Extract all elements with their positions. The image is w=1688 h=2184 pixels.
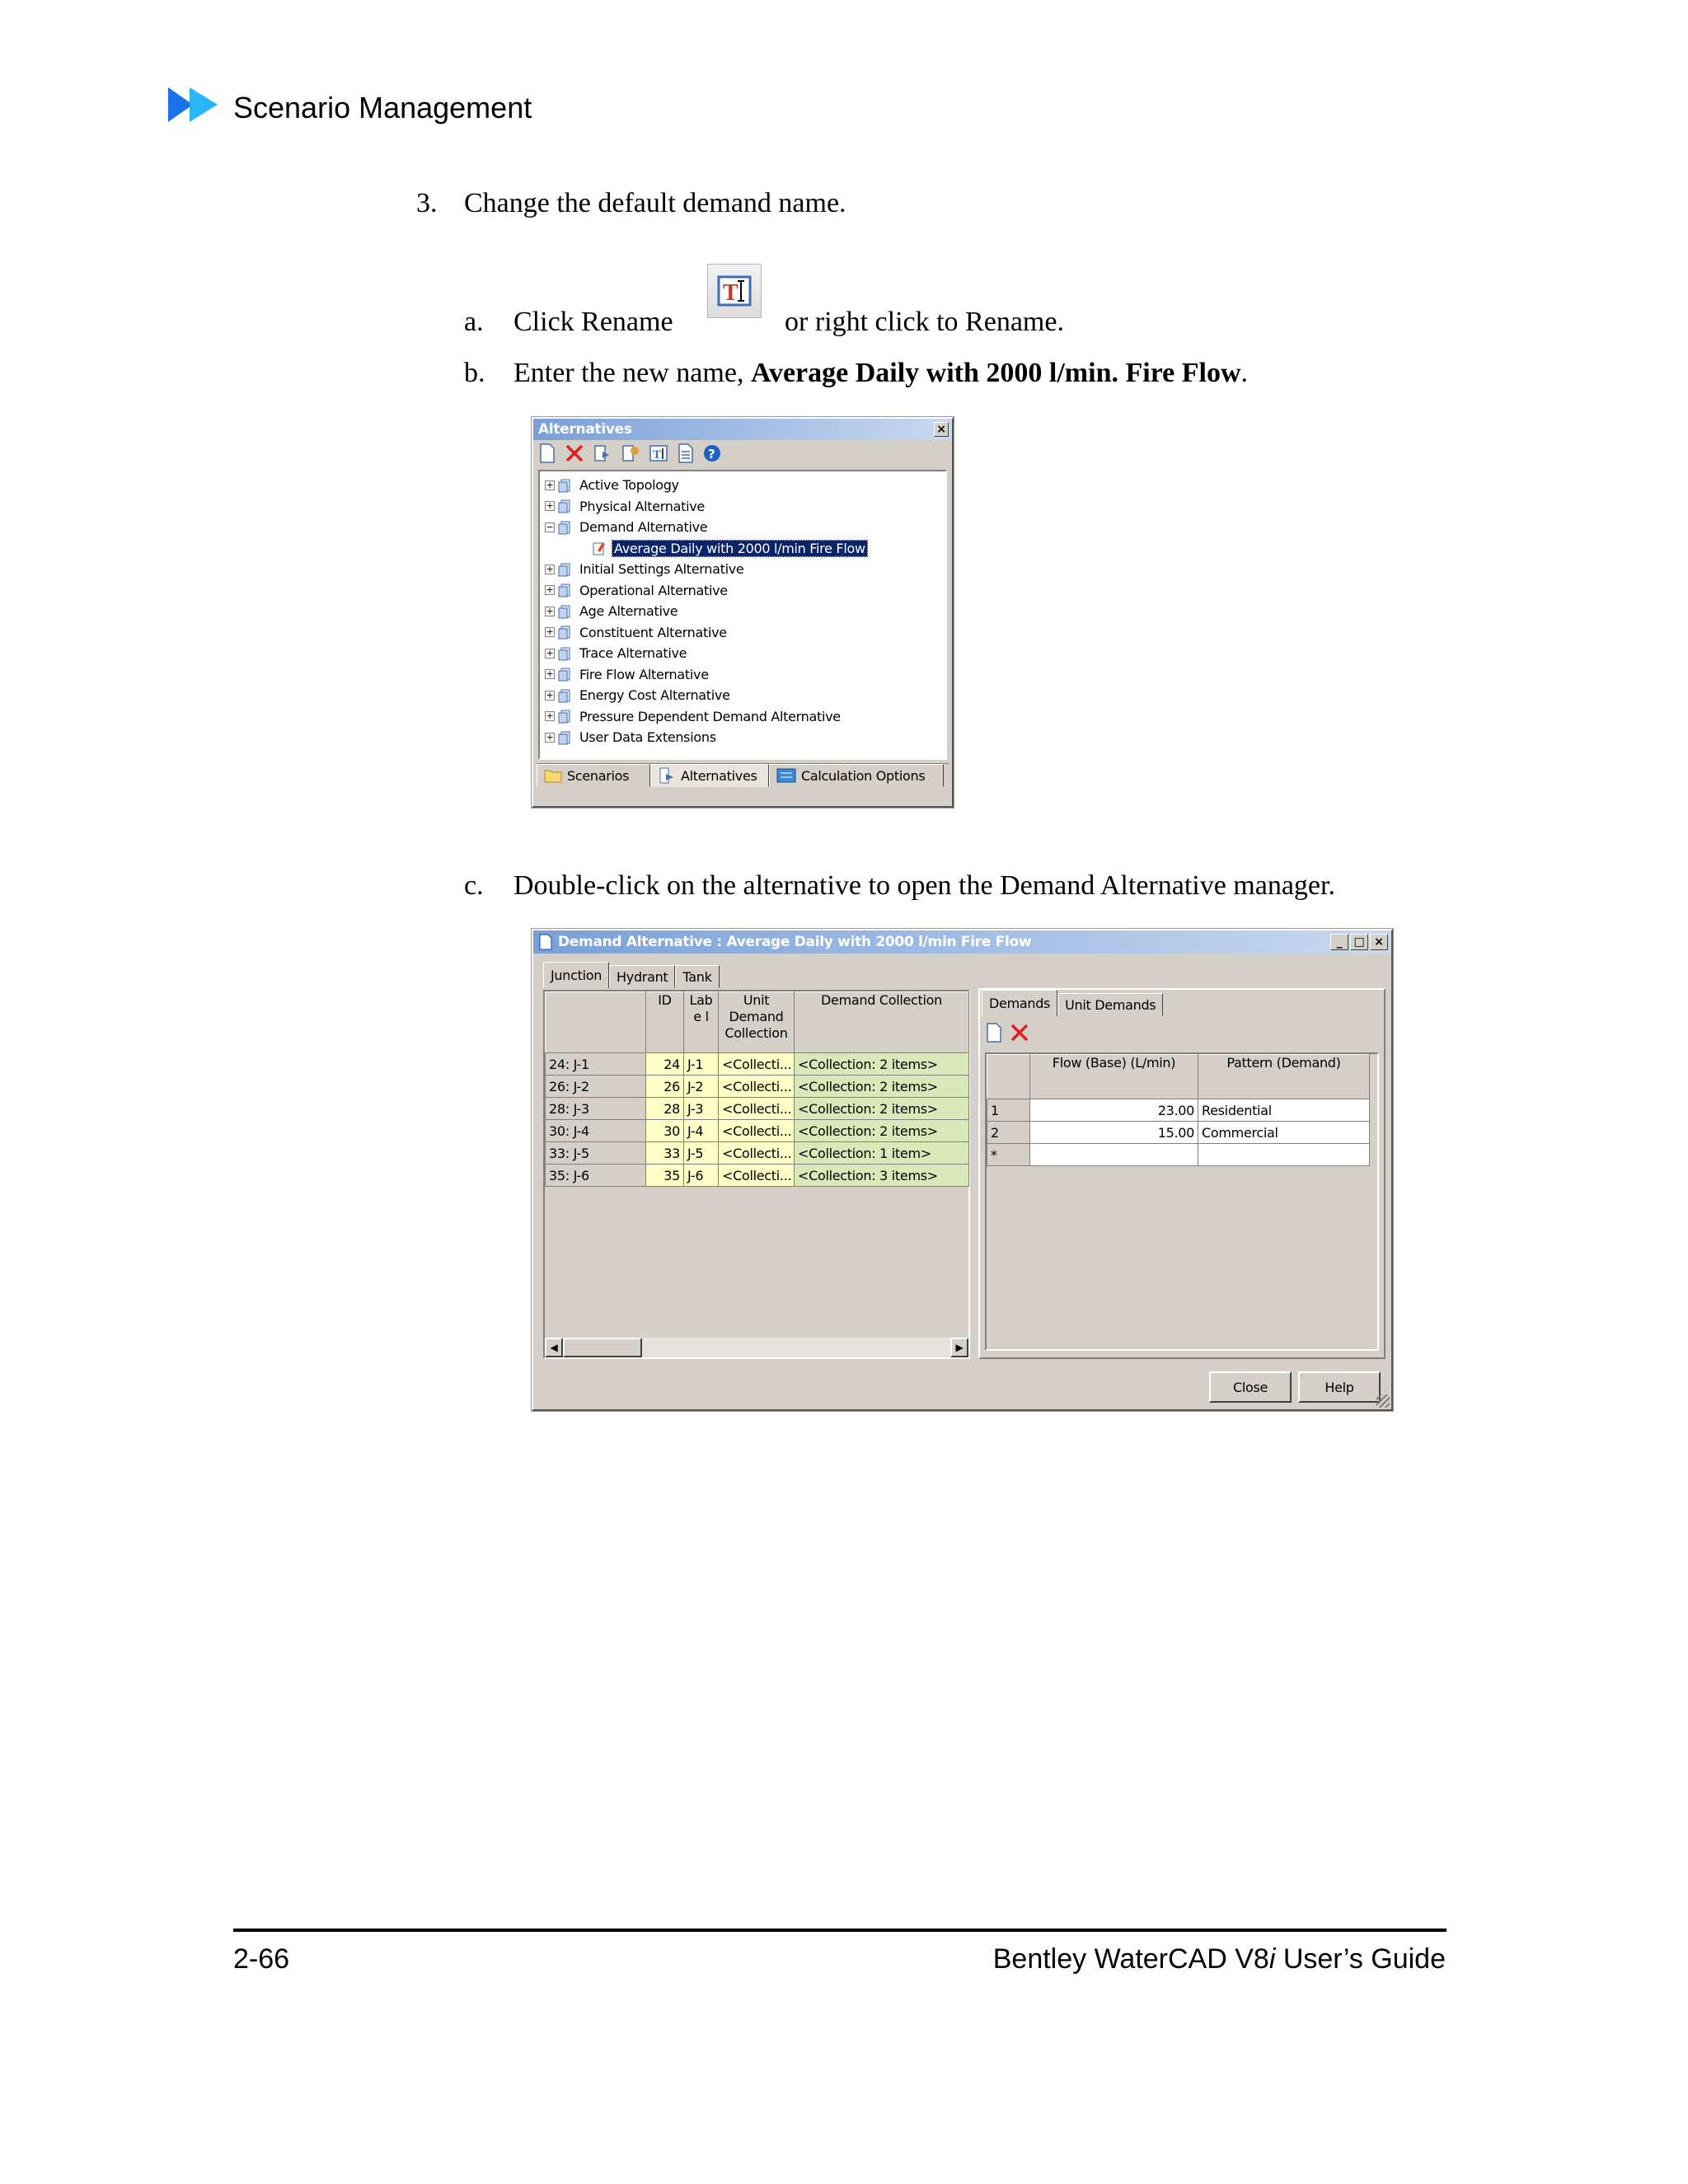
column-header-unit-demand[interactable]: Unit Demand Collection xyxy=(719,992,795,1053)
section-title: Scenario Management xyxy=(233,91,532,124)
table-row[interactable] xyxy=(546,1142,969,1165)
alternative-folder-icon xyxy=(558,499,574,513)
cell-id: 33 xyxy=(646,1142,684,1165)
alternative-folder-icon xyxy=(558,688,574,703)
alternative-folder-icon xyxy=(558,478,574,493)
page-number: 2-66 xyxy=(233,1943,290,1975)
column-header-flow[interactable]: Flow (Base) (L/min) xyxy=(1030,1055,1198,1099)
cell-flow[interactable]: 23.00 xyxy=(1030,1099,1198,1122)
cell-demand-collection[interactable]: <Collection: 1 item> xyxy=(795,1142,969,1165)
column-header-pattern[interactable]: Pattern (Demand) xyxy=(1198,1055,1370,1099)
junction-table xyxy=(545,991,969,1187)
expander-icon[interactable]: − xyxy=(546,521,554,532)
tree-item[interactable] xyxy=(545,727,940,748)
tree-item[interactable] xyxy=(545,517,940,538)
demand-tabs xyxy=(982,991,1384,1016)
row-header[interactable]: 26: J-2 xyxy=(546,1076,646,1098)
junction-panel xyxy=(543,990,970,1359)
row-header[interactable]: 30: J-4 xyxy=(546,1120,646,1142)
table-row[interactable] xyxy=(546,1053,969,1076)
scroll-right-icon[interactable]: ▶ xyxy=(950,1338,968,1357)
svg-text:T: T xyxy=(723,280,738,306)
tree-item-label: Initial Settings Alternative xyxy=(579,561,744,578)
cell-pattern[interactable]: Commercial xyxy=(1198,1122,1370,1144)
logo-icon xyxy=(168,87,219,122)
scroll-left-icon[interactable]: ◀ xyxy=(545,1338,563,1357)
duplicate-icon[interactable] xyxy=(593,443,612,466)
close-icon[interactable]: × xyxy=(934,422,949,437)
cell-label: J-1 xyxy=(684,1053,719,1076)
row-header[interactable]: 33: J-5 xyxy=(546,1142,646,1165)
cell-id: 30 xyxy=(646,1120,684,1142)
merge-icon[interactable] xyxy=(621,443,640,466)
cell-flow[interactable]: 15.00 xyxy=(1030,1122,1198,1144)
column-header-demand-collection[interactable]: Demand Collection xyxy=(795,992,969,1053)
tab-hydrant[interactable]: Hydrant xyxy=(609,965,675,988)
expander-icon[interactable]: + xyxy=(546,563,554,574)
tree-item-label: User Data Extensions xyxy=(579,729,716,746)
table-row[interactable] xyxy=(546,1098,969,1120)
maximize-icon[interactable]: □ xyxy=(1350,934,1368,950)
tree-item[interactable] xyxy=(545,622,940,644)
cell-demand-collection[interactable]: <Collection: 2 items> xyxy=(795,1098,969,1120)
tree-item[interactable] xyxy=(545,559,940,580)
window-title: Alternatives xyxy=(538,421,632,438)
cell-pattern[interactable] xyxy=(1198,1144,1370,1166)
guide-title: Bentley WaterCAD V8i User’s Guide xyxy=(992,1943,1446,1975)
svg-text:T: T xyxy=(653,448,661,462)
table-row[interactable] xyxy=(987,1122,1370,1144)
cell-unit-demand[interactable]: <Collecti... xyxy=(719,1165,795,1187)
alternative-folder-icon xyxy=(558,604,574,619)
demand-alternative-window xyxy=(532,929,1393,1411)
element-tabs xyxy=(543,963,1391,988)
column-header-name[interactable] xyxy=(546,992,646,1053)
tree-item-label: Trace Alternative xyxy=(579,645,687,662)
tree-item-label: Fire Flow Alternative xyxy=(579,666,709,682)
window-icon xyxy=(538,934,553,950)
cell-unit-demand[interactable]: <Collecti... xyxy=(719,1120,795,1142)
cell-id: 24 xyxy=(646,1053,684,1076)
cell-demand-collection[interactable]: <Collection: 2 items> xyxy=(795,1120,969,1142)
expander-icon[interactable]: + xyxy=(546,500,554,512)
alternative-folder-icon xyxy=(558,625,574,640)
row-index[interactable]: * xyxy=(987,1144,1030,1166)
bottom-tabs xyxy=(537,763,949,791)
rename-icon[interactable] xyxy=(707,264,762,318)
calculator-icon xyxy=(776,768,796,783)
tree-item-label: Physical Alternative xyxy=(579,498,705,514)
cell-unit-demand[interactable]: <Collecti... xyxy=(719,1076,795,1098)
row-header[interactable]: 24: J-1 xyxy=(546,1053,646,1076)
tree-item-label: Energy Cost Alternative xyxy=(579,687,730,704)
row-header[interactable]: 35: J-6 xyxy=(546,1165,646,1187)
scroll-thumb[interactable] xyxy=(563,1338,642,1357)
cell-id: 26 xyxy=(646,1076,684,1098)
cell-demand-collection[interactable]: <Collection: 3 items> xyxy=(795,1165,969,1187)
demands-panel xyxy=(978,988,1386,1359)
table-row[interactable] xyxy=(546,1120,969,1142)
help-icon[interactable] xyxy=(703,444,721,466)
tree-item-label: Average Daily with 2000 l/min Fire Flow xyxy=(614,540,865,556)
cell-label: J-3 xyxy=(684,1098,719,1120)
tree-item[interactable] xyxy=(545,601,940,622)
substep-text: Enter the new name, Average Daily with 2000 l/min. Fire Flow. xyxy=(513,358,1249,388)
expander-icon[interactable]: + xyxy=(546,689,554,701)
tab-demands[interactable]: Demands xyxy=(982,990,1057,1016)
window-title: Demand Alternative : Average Daily with 2000 l/min Fire Flow xyxy=(558,934,1032,950)
expander-icon[interactable]: + xyxy=(546,626,554,638)
footer-rule xyxy=(233,1929,1447,1932)
column-header-id[interactable]: ID xyxy=(646,992,684,1053)
table-row[interactable] xyxy=(987,1099,1370,1122)
tree-item[interactable] xyxy=(545,664,940,686)
tree-item[interactable] xyxy=(545,580,940,602)
new-name-bold: Average Daily with 2000 l/min. Fire Flow xyxy=(750,358,1241,388)
cell-id: 35 xyxy=(646,1165,684,1187)
tree-item[interactable] xyxy=(545,643,940,664)
tab-alternatives[interactable]: Alternatives xyxy=(650,764,769,787)
tree-item-label: Pressure Dependent Demand Alternative xyxy=(579,708,841,724)
step-text: Change the default demand name. xyxy=(464,188,846,218)
substep-letter: c. xyxy=(464,870,484,901)
expander-icon[interactable]: + xyxy=(546,647,554,658)
cell-demand-collection[interactable]: <Collection: 2 items> xyxy=(795,1053,969,1076)
tree-item-label: Active Topology xyxy=(579,477,679,494)
svg-text:?: ? xyxy=(708,447,715,462)
table-row[interactable] xyxy=(546,1076,969,1098)
alternative-folder-icon xyxy=(558,583,574,598)
close-icon[interactable]: × xyxy=(1370,934,1388,950)
substep-text-after: or right click to Rename. xyxy=(785,307,1064,337)
cell-id: 28 xyxy=(646,1098,684,1120)
column-header-index[interactable] xyxy=(987,1055,1030,1099)
delete-icon[interactable] xyxy=(1010,1023,1029,1046)
substep-letter: b. xyxy=(464,358,485,388)
demands-grid-area xyxy=(985,1052,1379,1351)
alternative-folder-icon xyxy=(558,667,574,682)
alternatives-tree xyxy=(538,470,947,760)
cell-label: J-5 xyxy=(684,1142,719,1165)
cell-unit-demand[interactable]: <Collecti... xyxy=(719,1098,795,1120)
tree-item[interactable] xyxy=(545,706,940,728)
minimize-icon[interactable]: _ xyxy=(1330,934,1348,950)
report-icon[interactable] xyxy=(677,443,695,466)
tree-item[interactable] xyxy=(545,538,940,560)
row-index[interactable]: 1 xyxy=(987,1099,1030,1122)
expander-icon[interactable]: + xyxy=(546,710,554,722)
alternative-folder-icon xyxy=(558,730,574,745)
tree-item[interactable] xyxy=(545,475,940,496)
close-button[interactable]: Close xyxy=(1209,1371,1292,1403)
cell-label: J-2 xyxy=(684,1076,719,1098)
tree-item-label: Operational Alternative xyxy=(579,582,728,598)
delete-icon[interactable] xyxy=(565,443,584,466)
substep-text: Click Rename xyxy=(513,307,673,337)
cell-demand-collection[interactable]: <Collection: 2 items> xyxy=(795,1076,969,1098)
table-row[interactable] xyxy=(546,1165,969,1187)
horizontal-scrollbar[interactable] xyxy=(545,1338,968,1357)
cell-label: J-4 xyxy=(684,1120,719,1142)
expander-icon[interactable]: + xyxy=(546,479,554,490)
expander-icon[interactable]: + xyxy=(546,584,554,596)
resize-grip-icon[interactable] xyxy=(1376,1394,1390,1408)
tree-item-label: Age Alternative xyxy=(579,603,678,620)
table-row[interactable] xyxy=(987,1144,1370,1166)
alternative-folder-icon xyxy=(558,709,574,724)
tree-item[interactable] xyxy=(545,496,940,518)
help-button[interactable]: Help xyxy=(1298,1371,1381,1403)
row-header[interactable]: 28: J-3 xyxy=(546,1098,646,1120)
alternatives-icon xyxy=(658,767,676,784)
cell-pattern[interactable]: Residential xyxy=(1198,1099,1370,1122)
column-header-label[interactable]: Labe l xyxy=(684,992,719,1053)
rename-icon[interactable] xyxy=(649,443,668,466)
alternatives-window xyxy=(532,417,954,808)
new-icon[interactable] xyxy=(538,443,556,466)
tab-junction[interactable]: Junction xyxy=(543,962,609,988)
alternative-folder-icon xyxy=(558,562,574,577)
demand-alternative-icon xyxy=(591,540,609,556)
tree-item-label: Constituent Alternative xyxy=(579,624,727,640)
expander-icon[interactable]: + xyxy=(546,668,554,680)
cell-unit-demand[interactable]: <Collecti... xyxy=(719,1053,795,1076)
substep-letter: a. xyxy=(464,307,484,337)
tree-item-label: Demand Alternative xyxy=(579,519,708,536)
substep-text: Double-click on the alternative to open the Demand Alternative manager. xyxy=(513,870,1335,901)
row-index[interactable]: 2 xyxy=(987,1122,1030,1144)
cell-flow[interactable] xyxy=(1030,1144,1198,1166)
step-number: 3. xyxy=(416,188,438,218)
alternative-folder-icon xyxy=(558,520,574,535)
tab-calculation-options[interactable]: Calculation Options xyxy=(769,764,944,787)
demands-table xyxy=(987,1054,1370,1166)
new-icon[interactable] xyxy=(985,1023,1003,1046)
cell-unit-demand[interactable]: <Collecti... xyxy=(719,1142,795,1165)
expander-icon[interactable]: + xyxy=(546,605,554,616)
tab-scenarios[interactable]: Scenarios xyxy=(537,764,650,787)
folder-icon xyxy=(544,768,562,783)
toolbar xyxy=(533,440,952,470)
tab-tank[interactable]: Tank xyxy=(675,965,719,988)
expander-icon[interactable]: + xyxy=(546,731,554,743)
tree-item[interactable] xyxy=(545,685,940,706)
alternative-folder-icon xyxy=(558,646,574,661)
cell-label: J-6 xyxy=(684,1165,719,1187)
tab-unit-demands[interactable]: Unit Demands xyxy=(1057,993,1163,1016)
